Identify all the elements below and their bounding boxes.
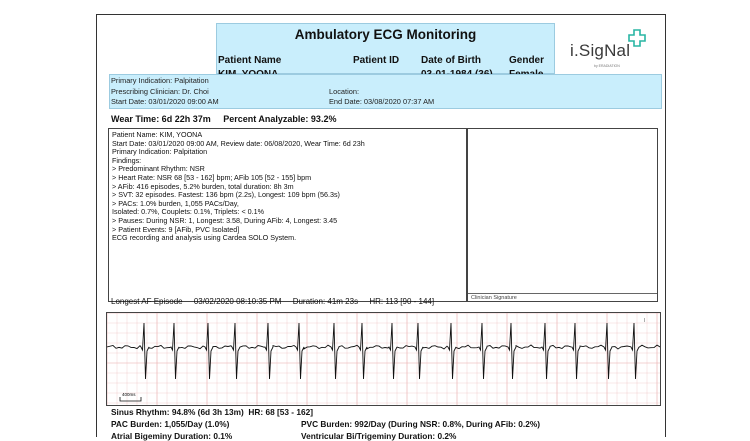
finding-line: Primary Indication: Palpitation (112, 147, 208, 157)
logo-subtext: by ERADIATION (594, 64, 620, 68)
finding-line: Start Date: 03/01/2020 09:00 AM, Review date: 06/08/2020, Wear Time: 6d 23h (112, 138, 365, 148)
episode-hr: HR: 113 [90 - 144] (369, 297, 435, 306)
episode-duration: Duration: 41m 23s (292, 297, 359, 306)
af-episode-header (111, 297, 443, 306)
lead-label: I (644, 318, 646, 324)
plus-icon (628, 29, 646, 47)
finding-line: > Predominant Rhythm: NSR (112, 164, 205, 174)
scale-bar (120, 392, 141, 401)
wear-time: Wear Time: 6d 22h 37m (111, 114, 211, 124)
findings-box (108, 128, 467, 302)
finding-line: Patient Name: KIM, YOONA (112, 130, 203, 139)
finding-line: > Pauses: During NSR: 1, Longest: 3.58, During AFib: 4, Longest: 3.45 (112, 215, 338, 225)
ecg-strip (106, 312, 661, 406)
end-date: End Date: 03/08/2020 07:37 AM (329, 97, 435, 106)
patient-info-panel (109, 74, 662, 109)
patient-name-label: Patient Name (218, 55, 282, 66)
signature-line (468, 293, 657, 294)
finding-line: > SVT: 32 episodes. Fastest: 136 bpm (2.2s), Longest: 109 bpm (56.3s) (112, 190, 340, 200)
sinus-rhythm-summary: Sinus Rhythm: 94.8% (6d 3h 13m) HR: 68 [53 - 162] (111, 407, 313, 417)
pvc-burden: PVC Burden: 992/Day (During NSR: 0.8%, During AFib: 0.2%) (301, 419, 540, 429)
sinus-hr: HR: 68 [53 - 162] (248, 407, 313, 417)
ecg-grid (107, 313, 660, 405)
gender-label: Gender (509, 55, 545, 66)
finding-line: > Patient Events: 9 [AFib, PVC Isolated] (112, 224, 240, 234)
location-label: Location: (329, 87, 359, 96)
signature-label: Clinician Signature (471, 295, 517, 301)
pac-burden: PAC Burden: 1,055/Day (1.0%) (111, 419, 230, 429)
primary-indication: Primary Indication: Palpitation (111, 76, 209, 85)
wear-summary (111, 114, 346, 124)
finding-line: > Heart Rate: NSR 68 [53 - 162] bpm; AFib 105 [52 - 155] bpm (112, 172, 312, 182)
patient-id-label: Patient ID (353, 55, 400, 66)
signature-box[interactable] (467, 128, 658, 302)
ecg-trace-svg (107, 313, 660, 405)
prescribing-clinician: Prescribing Clinician: Dr. Choi (111, 87, 209, 96)
atrial-bigeminy: Atrial Bigeminy Duration: 0.1% (111, 431, 233, 441)
start-date: Start Date: 03/01/2020 09:00 AM (111, 97, 219, 106)
report-title: Ambulatory ECG Monitoring (294, 27, 477, 42)
finding-line: > PACs: 1.0% burden, 1,055 PACs/Day, (112, 198, 239, 208)
finding-line: Findings: (112, 155, 142, 165)
finding-line: ECG recording and analysis using Cardea SOLO System. (112, 233, 297, 243)
episode-datetime: 03/02/2020 08:10:35 PM (193, 297, 282, 306)
report-sheet (96, 14, 666, 441)
isignal-logo (570, 29, 650, 71)
report-header (216, 23, 555, 74)
ventricular-bigeminy: Ventricular Bi/Trigeminy Duration: 0.2% (301, 431, 457, 441)
scale-label: 400ms (122, 392, 136, 397)
logo-wordmark: i.SigNal (570, 41, 631, 60)
finding-line: Isolated: 0.7%, Couplets: 0.1%, Triplets: < 0.1% (112, 207, 265, 217)
percent-analyzable: Percent Analyzable: 93.2% (223, 114, 337, 124)
finding-line: > AFib: 416 episodes, 5.2% burden, total duration: 8h 3m (112, 181, 294, 191)
dob-label: Date of Birth (421, 55, 481, 66)
episode-title: Longest AF Episode (111, 297, 183, 306)
